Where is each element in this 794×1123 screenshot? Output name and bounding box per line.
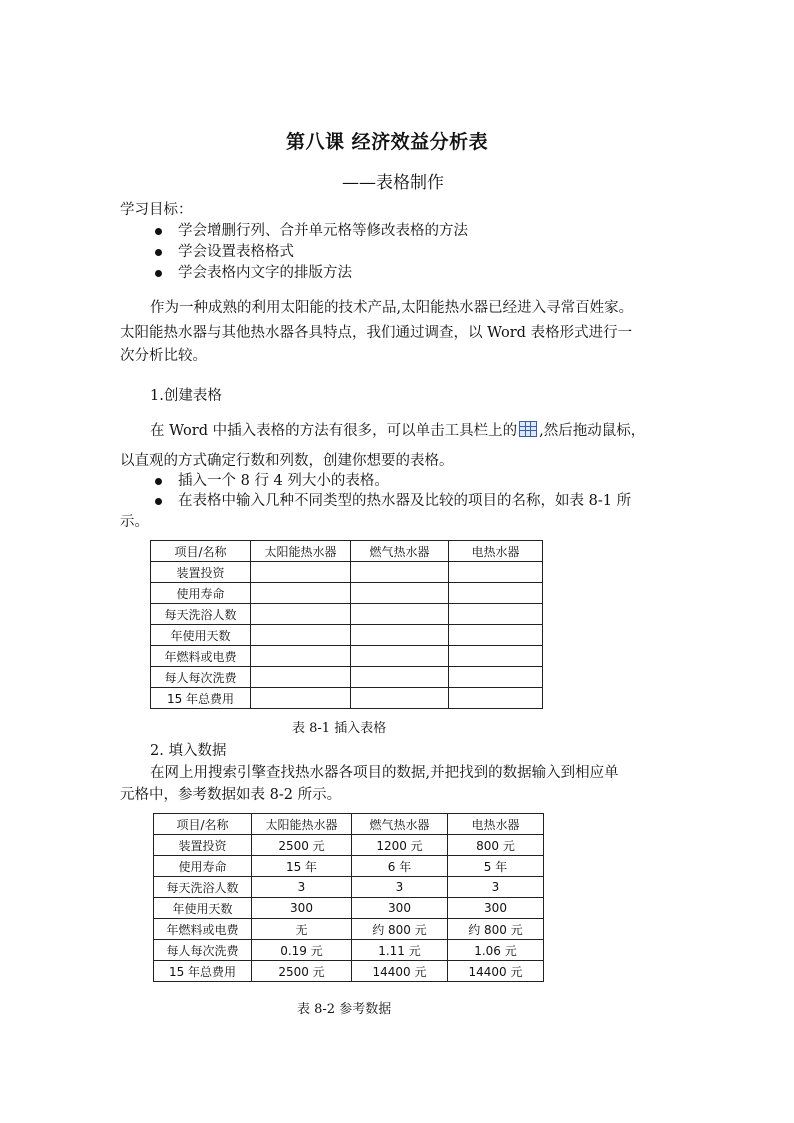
table-header-row — [151, 541, 543, 562]
table-cell: 15 年总费用 — [154, 961, 252, 982]
goals-heading: 学习目标： — [120, 202, 193, 218]
empty-cell — [251, 646, 351, 667]
table-header-cell: 项目/名称 — [151, 541, 251, 562]
empty-cell — [449, 667, 543, 688]
table-cell: 无 — [252, 919, 352, 940]
bullet-icon — [155, 498, 162, 505]
table-row — [151, 562, 543, 583]
table-cell: 年使用天数 — [154, 898, 252, 919]
bullet-icon — [155, 228, 162, 235]
row-label: 每天洗浴人数 — [151, 604, 251, 625]
empty-cell — [251, 688, 351, 709]
page-title: 第八课 经济效益分析表 — [286, 131, 489, 153]
table1-caption: 表 8-1 插入表格 — [292, 721, 387, 736]
empty-cell — [251, 667, 351, 688]
table-header-cell: 太阳能热水器 — [251, 541, 351, 562]
insert-table-icon — [519, 421, 537, 437]
table-row — [151, 667, 543, 688]
table-cell: 每人每次洗费 — [154, 940, 252, 961]
section1-line1-text: 在 Word 中插入表格的方法有很多，可以单击工具栏上的 — [150, 423, 518, 439]
table-row — [154, 835, 544, 856]
bullet-icon — [155, 478, 162, 485]
empty-cell — [449, 562, 543, 583]
table-cell: 5 年 — [448, 856, 544, 877]
empty-cell — [449, 625, 543, 646]
table-header-row — [154, 814, 544, 835]
table-row — [151, 688, 543, 709]
row-label: 使用寿命 — [151, 583, 251, 604]
empty-cell — [351, 625, 449, 646]
bullet-icon — [155, 249, 162, 256]
empty-cell — [251, 562, 351, 583]
table-cell: 3 — [448, 877, 544, 898]
row-label: 每人每次洗费 — [151, 667, 251, 688]
table-cell: 2500 元 — [252, 835, 352, 856]
empty-cell — [449, 583, 543, 604]
table-row — [151, 604, 543, 625]
table-cell: 每天洗浴人数 — [154, 877, 252, 898]
table-reference-data — [153, 813, 544, 982]
table-row — [154, 940, 544, 961]
table-row — [154, 919, 544, 940]
empty-cell — [251, 604, 351, 625]
table-cell: 6 年 — [352, 856, 448, 877]
table-cell: 300 — [448, 898, 544, 919]
table-header-cell: 燃气热水器 — [352, 814, 448, 835]
empty-cell — [351, 583, 449, 604]
empty-cell — [351, 562, 449, 583]
table-cell: 14400 元 — [448, 961, 544, 982]
table-header-cell: 电热水器 — [448, 814, 544, 835]
row-label: 15 年总费用 — [151, 688, 251, 709]
table-cell: 800 元 — [448, 835, 544, 856]
section2-line: 在网上用搜索引擎查找热水器各项目的数据,并把找到的数据输入到相应单 — [150, 765, 619, 781]
empty-cell — [251, 583, 351, 604]
empty-cell — [449, 646, 543, 667]
table-row — [154, 856, 544, 877]
page-subtitle: ——表格制作 — [342, 173, 444, 193]
goal-item: 学会表格内文字的排版方法 — [178, 265, 352, 281]
section2-line: 元格中，参考数据如表 8-2 所示。 — [120, 787, 342, 803]
table-cell: 约 800 元 — [352, 919, 448, 940]
empty-cell — [351, 646, 449, 667]
table-cell: 约 800 元 — [448, 919, 544, 940]
table-cell: 15 年 — [252, 856, 352, 877]
table-row — [151, 625, 543, 646]
section1-bullet: 在表格中输入几种不同类型的热水器及比较的项目的名称，如表 8-1 所 — [178, 493, 632, 509]
table-cell: 3 — [352, 877, 448, 898]
section1-line1 — [150, 421, 645, 442]
table-cell: 3 — [252, 877, 352, 898]
table-row — [151, 583, 543, 604]
section2-heading: 2. 填入数据 — [150, 743, 227, 759]
empty-cell — [351, 688, 449, 709]
table-header-cell: 电热水器 — [449, 541, 543, 562]
section1-bullet: 插入一个 8 行 4 列大小的表格。 — [178, 473, 389, 489]
bullet-icon — [155, 270, 162, 277]
table2-caption: 表 8-2 参考数据 — [297, 1002, 392, 1017]
section1-heading: 1.创建表格 — [150, 388, 222, 404]
empty-cell — [351, 667, 449, 688]
table-insert — [150, 540, 543, 709]
row-label: 年燃料或电费 — [151, 646, 251, 667]
empty-cell — [449, 688, 543, 709]
table-cell: 2500 元 — [252, 961, 352, 982]
table-row — [154, 898, 544, 919]
empty-cell — [351, 604, 449, 625]
table-row — [154, 961, 544, 982]
table-cell: 1.11 元 — [352, 940, 448, 961]
empty-cell — [251, 625, 351, 646]
table-cell: 年燃料或电费 — [154, 919, 252, 940]
row-label: 装置投资 — [151, 562, 251, 583]
table-cell: 14400 元 — [352, 961, 448, 982]
section1-line2: 以直观的方式确定行数和列数，创建你想要的表格。 — [120, 453, 454, 469]
table-header-cell: 项目/名称 — [154, 814, 252, 835]
intro-line: 太阳能热水器与其他热水器各具特点，我们通过调查，以 Word 表格形式进行一 — [120, 325, 633, 341]
empty-cell — [449, 604, 543, 625]
row-label: 年使用天数 — [151, 625, 251, 646]
table-cell: 0.19 元 — [252, 940, 352, 961]
table-cell: 300 — [352, 898, 448, 919]
goal-item: 学会设置表格格式 — [178, 244, 294, 260]
section1-bullet-cont: 示。 — [120, 514, 149, 530]
table-header-cell: 燃气热水器 — [351, 541, 449, 562]
table-cell: 300 — [252, 898, 352, 919]
table-cell: 使用寿命 — [154, 856, 252, 877]
table-cell: 装置投资 — [154, 835, 252, 856]
table-row — [154, 877, 544, 898]
goal-item: 学会增删行列、合并单元格等修改表格的方法 — [178, 223, 468, 239]
table-row — [151, 646, 543, 667]
intro-line: 作为一种成熟的利用太阳能的技术产品,太阳能热水器已经进入寻常百姓家。 — [150, 300, 634, 316]
table-cell: 1.06 元 — [448, 940, 544, 961]
intro-line: 次分析比较。 — [120, 348, 207, 364]
section1-line1-text-after: ,然后拖动鼠标， — [539, 423, 646, 439]
table-cell: 1200 元 — [352, 835, 448, 856]
table-header-cell: 太阳能热水器 — [252, 814, 352, 835]
